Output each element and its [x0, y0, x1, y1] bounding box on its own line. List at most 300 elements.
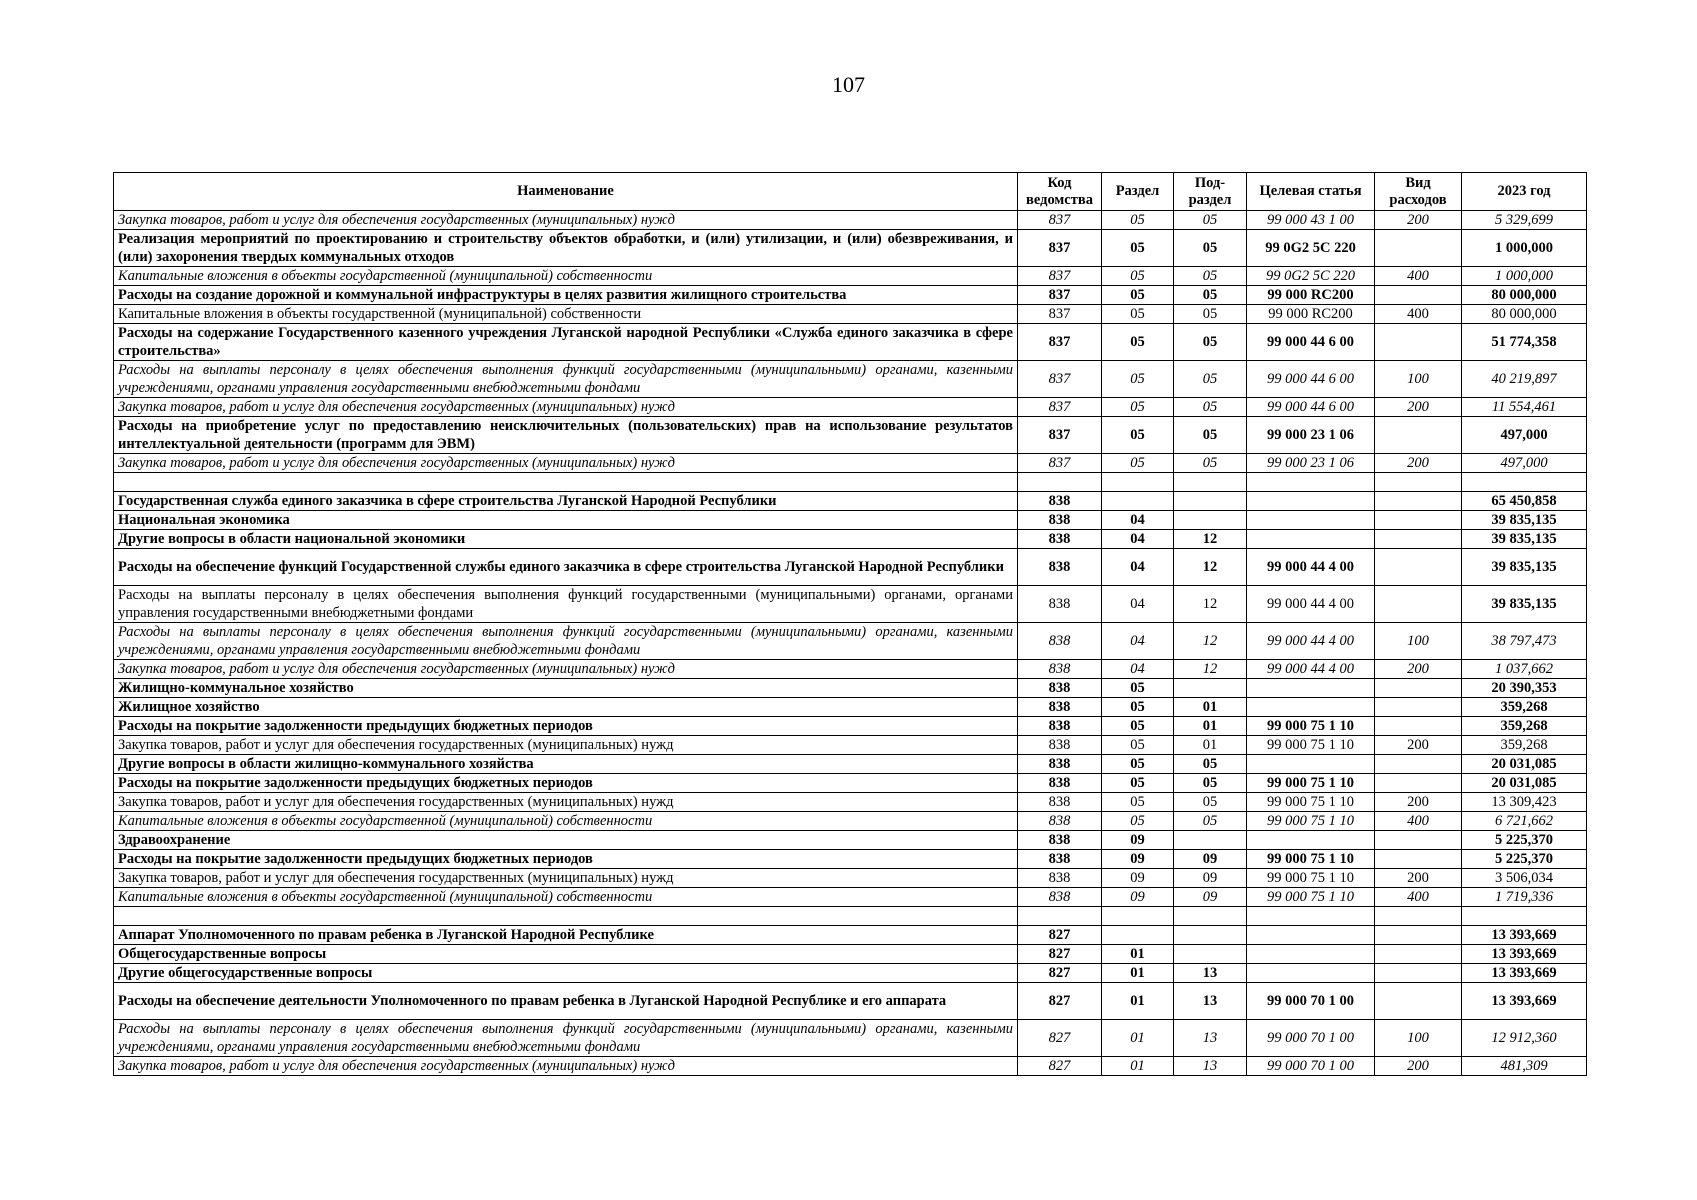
table-row: [114, 398, 1587, 417]
cell-vid: 200: [1375, 211, 1462, 230]
cell-amount: 20 031,085: [1462, 755, 1587, 774]
cell-vid: [1375, 511, 1462, 530]
table-row: [114, 586, 1587, 623]
cell-razdel: 09: [1102, 888, 1174, 907]
cell-name: Капитальные вложения в объекты государственной (муниципальной) собственности: [114, 812, 1018, 831]
cell-ved: 837: [1018, 267, 1102, 286]
cell-podrazdel: 01: [1174, 736, 1247, 755]
table-row: [114, 831, 1587, 850]
cell-name: Закупка товаров, работ и услуг для обеспечения государственных (муниципальных) нужд: [114, 660, 1018, 679]
cell-name: Другие общегосударственные вопросы: [114, 964, 1018, 983]
cell-statya: 99 000 23 1 06: [1247, 454, 1375, 473]
cell-podrazdel: 05: [1174, 793, 1247, 812]
cell-vid: [1375, 549, 1462, 586]
cell-statya: 99 000 44 4 00: [1247, 660, 1375, 679]
cell-statya: 99 000 70 1 00: [1247, 1057, 1375, 1076]
cell-vid: 200: [1375, 660, 1462, 679]
cell-statya: [1247, 926, 1375, 945]
cell-podrazdel: [1174, 473, 1247, 492]
col-header-razdel: Раздел: [1102, 173, 1174, 211]
cell-name: Национальная экономика: [114, 511, 1018, 530]
cell-vid: 100: [1375, 1020, 1462, 1057]
cell-vid: [1375, 945, 1462, 964]
table-row: [114, 983, 1587, 1020]
cell-statya: 99 000 70 1 00: [1247, 1020, 1375, 1057]
cell-amount: 80 000,000: [1462, 286, 1587, 305]
cell-vid: 200: [1375, 793, 1462, 812]
cell-ved: 838: [1018, 586, 1102, 623]
cell-amount: 481,309: [1462, 1057, 1587, 1076]
cell-name: Жилищное хозяйство: [114, 698, 1018, 717]
cell-amount: 39 835,135: [1462, 549, 1587, 586]
cell-statya: [1247, 907, 1375, 926]
cell-amount: 1 000,000: [1462, 267, 1587, 286]
cell-statya: 99 000 75 1 10: [1247, 888, 1375, 907]
table-row: [114, 793, 1587, 812]
cell-statya: 99 000 43 1 00: [1247, 211, 1375, 230]
cell-podrazdel: [1174, 679, 1247, 698]
cell-podrazdel: 05: [1174, 812, 1247, 831]
cell-amount: 359,268: [1462, 736, 1587, 755]
cell-razdel: [1102, 473, 1174, 492]
table-row: [114, 812, 1587, 831]
cell-podrazdel: 05: [1174, 267, 1247, 286]
cell-name: Реализация мероприятий по проектированию и строительству объектов обработки, и (или) утилизации, и (или) обезвреживания, и (или) захоронения твердых коммунальных отходов: [114, 230, 1018, 267]
budget-table: [113, 172, 1587, 1076]
cell-vid: [1375, 530, 1462, 549]
cell-name: Расходы на обеспечение деятельности Уполномоченного по правам ребенка в Луганской Народной Республике и его аппарата: [114, 983, 1018, 1020]
table-header-row: [114, 173, 1587, 211]
cell-statya: [1247, 755, 1375, 774]
cell-vid: [1375, 324, 1462, 361]
cell-amount: 13 393,669: [1462, 926, 1587, 945]
cell-amount: 497,000: [1462, 417, 1587, 454]
cell-razdel: 04: [1102, 586, 1174, 623]
cell-vid: 200: [1375, 1057, 1462, 1076]
cell-statya: 99 000 23 1 06: [1247, 417, 1375, 454]
cell-podrazdel: 12: [1174, 623, 1247, 660]
table-row: [114, 755, 1587, 774]
cell-podrazdel: 05: [1174, 305, 1247, 324]
cell-vid: [1375, 679, 1462, 698]
cell-podrazdel: 05: [1174, 398, 1247, 417]
cell-razdel: 05: [1102, 286, 1174, 305]
cell-ved: 827: [1018, 1057, 1102, 1076]
cell-ved: 837: [1018, 305, 1102, 324]
cell-razdel: 01: [1102, 983, 1174, 1020]
cell-amount: 65 450,858: [1462, 492, 1587, 511]
cell-razdel: 05: [1102, 679, 1174, 698]
cell-vid: [1375, 492, 1462, 511]
cell-statya: 99 000 75 1 10: [1247, 869, 1375, 888]
cell-podrazdel: 13: [1174, 983, 1247, 1020]
cell-vid: [1375, 586, 1462, 623]
table-row: [114, 717, 1587, 736]
cell-razdel: 05: [1102, 398, 1174, 417]
cell-vid: [1375, 417, 1462, 454]
cell-vid: [1375, 698, 1462, 717]
cell-statya: 99 000 RC200: [1247, 286, 1375, 305]
cell-razdel: [1102, 907, 1174, 926]
cell-vid: [1375, 717, 1462, 736]
cell-name: Расходы на содержание Государственного казенного учреждения Луганской народной Республики «Служба единого заказчика в сфере строительства»: [114, 324, 1018, 361]
cell-razdel: 05: [1102, 417, 1174, 454]
cell-razdel: 04: [1102, 623, 1174, 660]
cell-ved: 827: [1018, 945, 1102, 964]
cell-statya: 99 000 44 6 00: [1247, 398, 1375, 417]
cell-ved: [1018, 473, 1102, 492]
cell-ved: 838: [1018, 717, 1102, 736]
cell-statya: 99 000 75 1 10: [1247, 793, 1375, 812]
cell-vid: [1375, 286, 1462, 305]
cell-razdel: 05: [1102, 755, 1174, 774]
cell-razdel: 05: [1102, 812, 1174, 831]
table-row: [114, 530, 1587, 549]
col-header-name: Наименование: [114, 173, 1018, 211]
cell-name: Расходы на выплаты персоналу в целях обеспечения выполнения функций государственными (муниципальными) органами, казенными учреждениями, органами управления государственными внебюджетными фондами: [114, 1020, 1018, 1057]
table-row: [114, 888, 1587, 907]
cell-razdel: 04: [1102, 549, 1174, 586]
cell-ved: 838: [1018, 549, 1102, 586]
table-row: [114, 1057, 1587, 1076]
cell-razdel: 01: [1102, 1057, 1174, 1076]
cell-podrazdel: 05: [1174, 324, 1247, 361]
table-row: [114, 698, 1587, 717]
table-row: [114, 774, 1587, 793]
cell-podrazdel: 01: [1174, 717, 1247, 736]
cell-podrazdel: 12: [1174, 586, 1247, 623]
table-row: [114, 907, 1587, 926]
cell-vid: [1375, 983, 1462, 1020]
table-row: [114, 850, 1587, 869]
cell-razdel: 05: [1102, 305, 1174, 324]
cell-vid: [1375, 964, 1462, 983]
col-header-podrazdel: Под-раздел: [1174, 173, 1247, 211]
cell-vid: 200: [1375, 736, 1462, 755]
cell-amount: 12 912,360: [1462, 1020, 1587, 1057]
col-header-ved: Код ведомства: [1018, 173, 1102, 211]
cell-ved: 837: [1018, 286, 1102, 305]
cell-amount: 40 219,897: [1462, 361, 1587, 398]
cell-ved: 838: [1018, 530, 1102, 549]
cell-podrazdel: [1174, 907, 1247, 926]
cell-podrazdel: [1174, 926, 1247, 945]
cell-podrazdel: 13: [1174, 1057, 1247, 1076]
cell-name: Закупка товаров, работ и услуг для обеспечения государственных (муниципальных) нужд: [114, 454, 1018, 473]
cell-podrazdel: 09: [1174, 888, 1247, 907]
cell-ved: 838: [1018, 888, 1102, 907]
cell-razdel: [1102, 926, 1174, 945]
cell-name: Закупка товаров, работ и услуг для обеспечения государственных (муниципальных) нужд: [114, 793, 1018, 812]
cell-statya: [1247, 964, 1375, 983]
table-row: [114, 286, 1587, 305]
cell-statya: [1247, 492, 1375, 511]
cell-razdel: [1102, 492, 1174, 511]
cell-vid: [1375, 850, 1462, 869]
table-row: [114, 945, 1587, 964]
cell-podrazdel: 05: [1174, 755, 1247, 774]
table-row: [114, 869, 1587, 888]
table-row: [114, 623, 1587, 660]
table-row: [114, 417, 1587, 454]
table-row: [114, 454, 1587, 473]
cell-razdel: 09: [1102, 869, 1174, 888]
cell-razdel: 04: [1102, 660, 1174, 679]
cell-amount: 80 000,000: [1462, 305, 1587, 324]
table-row: [114, 1020, 1587, 1057]
cell-name: Жилищно-коммунальное хозяйство: [114, 679, 1018, 698]
cell-razdel: 05: [1102, 230, 1174, 267]
cell-name: Расходы на обеспечение функций Государственной службы единого заказчика в сфере строительства Луганской Народной Республики: [114, 549, 1018, 586]
cell-razdel: 01: [1102, 945, 1174, 964]
cell-podrazdel: [1174, 945, 1247, 964]
cell-vid: [1375, 907, 1462, 926]
cell-name: [114, 907, 1018, 926]
cell-ved: 838: [1018, 755, 1102, 774]
page-number: 107: [832, 72, 865, 97]
cell-statya: 99 0G2 5C 220: [1247, 230, 1375, 267]
cell-amount: 39 835,135: [1462, 586, 1587, 623]
cell-razdel: 05: [1102, 774, 1174, 793]
table-row: [114, 211, 1587, 230]
cell-name: Общегосударственные вопросы: [114, 945, 1018, 964]
cell-podrazdel: 05: [1174, 286, 1247, 305]
table-row: [114, 660, 1587, 679]
cell-amount: [1462, 907, 1587, 926]
cell-amount: 39 835,135: [1462, 530, 1587, 549]
cell-statya: 99 000 RC200: [1247, 305, 1375, 324]
table-row: [114, 230, 1587, 267]
cell-vid: 100: [1375, 361, 1462, 398]
cell-vid: [1375, 230, 1462, 267]
cell-statya: [1247, 945, 1375, 964]
cell-razdel: 05: [1102, 793, 1174, 812]
cell-vid: 400: [1375, 305, 1462, 324]
cell-podrazdel: 05: [1174, 774, 1247, 793]
cell-statya: 99 000 70 1 00: [1247, 983, 1375, 1020]
col-header-amount: 2023 год: [1462, 173, 1587, 211]
cell-ved: 838: [1018, 698, 1102, 717]
table-row: [114, 679, 1587, 698]
cell-name: Закупка товаров, работ и услуг для обеспечения государственных (муниципальных) нужд: [114, 736, 1018, 755]
cell-name: Капитальные вложения в объекты государственной (муниципальной) собственности: [114, 888, 1018, 907]
cell-podrazdel: [1174, 831, 1247, 850]
cell-vid: 100: [1375, 623, 1462, 660]
cell-amount: 359,268: [1462, 698, 1587, 717]
cell-statya: [1247, 473, 1375, 492]
cell-ved: 827: [1018, 926, 1102, 945]
cell-statya: 99 000 75 1 10: [1247, 717, 1375, 736]
table-row: [114, 324, 1587, 361]
cell-name: Расходы на покрытие задолженности предыдущих бюджетных периодов: [114, 717, 1018, 736]
cell-statya: [1247, 679, 1375, 698]
cell-amount: 5 225,370: [1462, 850, 1587, 869]
cell-statya: 99 000 44 6 00: [1247, 324, 1375, 361]
cell-name: Расходы на приобретение услуг по предоставлению неисключительных (пользовательских) прав на использование результатов интеллектуальной деятельности (программ для ЭВМ): [114, 417, 1018, 454]
cell-amount: 51 774,358: [1462, 324, 1587, 361]
cell-razdel: 05: [1102, 267, 1174, 286]
table-row: [114, 964, 1587, 983]
cell-ved: 838: [1018, 660, 1102, 679]
cell-amount: 1 719,336: [1462, 888, 1587, 907]
cell-vid: 400: [1375, 267, 1462, 286]
cell-name: Капитальные вложения в объекты государственной (муниципальной) собственности: [114, 267, 1018, 286]
cell-ved: 837: [1018, 324, 1102, 361]
cell-podrazdel: 01: [1174, 698, 1247, 717]
table-row: [114, 305, 1587, 324]
cell-name: Закупка товаров, работ и услуг для обеспечения государственных (муниципальных) нужд: [114, 211, 1018, 230]
cell-name: Расходы на выплаты персоналу в целях обеспечения выполнения функций государственными (муниципальными) органами, органами управления государственными внебюджетными фондами: [114, 586, 1018, 623]
cell-amount: 13 393,669: [1462, 964, 1587, 983]
cell-vid: 400: [1375, 888, 1462, 907]
cell-razdel: 05: [1102, 211, 1174, 230]
cell-name: Расходы на выплаты персоналу в целях обеспечения выполнения функций государственными (муниципальными) органами, казенными учреждениями, органами управления государственными внебюджетными фондами: [114, 361, 1018, 398]
cell-statya: 99 000 75 1 10: [1247, 812, 1375, 831]
cell-ved: 838: [1018, 623, 1102, 660]
cell-podrazdel: [1174, 511, 1247, 530]
cell-amount: 497,000: [1462, 454, 1587, 473]
cell-name: Аппарат Уполномоченного по правам ребенка в Луганской Народной Республике: [114, 926, 1018, 945]
cell-ved: 837: [1018, 454, 1102, 473]
cell-name: Закупка товаров, работ и услуг для обеспечения государственных (муниципальных) нужд: [114, 398, 1018, 417]
cell-amount: 6 721,662: [1462, 812, 1587, 831]
cell-amount: 13 393,669: [1462, 945, 1587, 964]
cell-amount: 1 000,000: [1462, 230, 1587, 267]
cell-statya: [1247, 831, 1375, 850]
cell-name: Расходы на создание дорожной и коммунальной инфраструктуры в целях развития жилищного строительства: [114, 286, 1018, 305]
cell-ved: 838: [1018, 831, 1102, 850]
cell-ved: 838: [1018, 850, 1102, 869]
cell-vid: [1375, 831, 1462, 850]
cell-amount: 1 037,662: [1462, 660, 1587, 679]
cell-name: Расходы на покрытие задолженности предыдущих бюджетных периодов: [114, 850, 1018, 869]
cell-statya: 99 000 75 1 10: [1247, 736, 1375, 755]
table-row: [114, 736, 1587, 755]
cell-statya: 99 000 44 4 00: [1247, 586, 1375, 623]
cell-podrazdel: 09: [1174, 869, 1247, 888]
cell-razdel: 01: [1102, 964, 1174, 983]
cell-vid: 400: [1375, 812, 1462, 831]
cell-amount: 5 225,370: [1462, 831, 1587, 850]
cell-ved: 827: [1018, 983, 1102, 1020]
cell-name: Капитальные вложения в объекты государственной (муниципальной) собственности: [114, 305, 1018, 324]
cell-statya: 99 000 44 4 00: [1247, 549, 1375, 586]
cell-name: Другие вопросы в области жилищно-коммунального хозяйства: [114, 755, 1018, 774]
table-row: [114, 473, 1587, 492]
cell-ved: 837: [1018, 211, 1102, 230]
cell-razdel: 05: [1102, 717, 1174, 736]
cell-podrazdel: [1174, 492, 1247, 511]
cell-name: Расходы на выплаты персоналу в целях обеспечения выполнения функций государственными (муниципальными) органами, казенными учреждениями, органами управления государственными внебюджетными фондами: [114, 623, 1018, 660]
cell-ved: 838: [1018, 812, 1102, 831]
cell-podrazdel: 05: [1174, 211, 1247, 230]
cell-podrazdel: 13: [1174, 1020, 1247, 1057]
cell-podrazdel: 05: [1174, 417, 1247, 454]
cell-vid: [1375, 755, 1462, 774]
cell-ved: 837: [1018, 398, 1102, 417]
table-body: [114, 211, 1587, 1076]
cell-statya: 99 000 44 6 00: [1247, 361, 1375, 398]
cell-razdel: 04: [1102, 511, 1174, 530]
cell-podrazdel: 09: [1174, 850, 1247, 869]
cell-podrazdel: 13: [1174, 964, 1247, 983]
cell-podrazdel: 05: [1174, 454, 1247, 473]
col-header-statya: Целевая статья: [1247, 173, 1375, 211]
table-row: [114, 492, 1587, 511]
cell-ved: 837: [1018, 361, 1102, 398]
cell-ved: 838: [1018, 736, 1102, 755]
cell-ved: [1018, 907, 1102, 926]
cell-statya: [1247, 698, 1375, 717]
cell-razdel: 09: [1102, 831, 1174, 850]
cell-ved: 838: [1018, 774, 1102, 793]
cell-razdel: 09: [1102, 850, 1174, 869]
cell-podrazdel: 12: [1174, 549, 1247, 586]
cell-podrazdel: 12: [1174, 660, 1247, 679]
cell-ved: 838: [1018, 869, 1102, 888]
cell-vid: [1375, 774, 1462, 793]
cell-razdel: 05: [1102, 736, 1174, 755]
cell-ved: 838: [1018, 679, 1102, 698]
cell-statya: 99 000 44 4 00: [1247, 623, 1375, 660]
cell-vid: [1375, 473, 1462, 492]
cell-razdel: 05: [1102, 454, 1174, 473]
cell-ved: 838: [1018, 492, 1102, 511]
cell-ved: 837: [1018, 417, 1102, 454]
cell-vid: 200: [1375, 869, 1462, 888]
table-row: [114, 926, 1587, 945]
cell-podrazdel: 05: [1174, 361, 1247, 398]
cell-razdel: 01: [1102, 1020, 1174, 1057]
cell-vid: [1375, 926, 1462, 945]
cell-name: Расходы на покрытие задолженности предыдущих бюджетных периодов: [114, 774, 1018, 793]
cell-podrazdel: 05: [1174, 230, 1247, 267]
cell-amount: 3 506,034: [1462, 869, 1587, 888]
cell-ved: 838: [1018, 511, 1102, 530]
cell-ved: 827: [1018, 1020, 1102, 1057]
cell-name: Закупка товаров, работ и услуг для обеспечения государственных (муниципальных) нужд: [114, 1057, 1018, 1076]
cell-statya: [1247, 511, 1375, 530]
cell-statya: 99 0G2 5C 220: [1247, 267, 1375, 286]
cell-vid: 200: [1375, 398, 1462, 417]
cell-razdel: 05: [1102, 324, 1174, 361]
cell-podrazdel: 12: [1174, 530, 1247, 549]
cell-razdel: 05: [1102, 361, 1174, 398]
cell-ved: 838: [1018, 793, 1102, 812]
cell-name: Государственная служба единого заказчика в сфере строительства Луганской Народной Республики: [114, 492, 1018, 511]
cell-name: [114, 473, 1018, 492]
cell-amount: 5 329,699: [1462, 211, 1587, 230]
cell-amount: 38 797,473: [1462, 623, 1587, 660]
table-row: [114, 361, 1587, 398]
cell-amount: [1462, 473, 1587, 492]
table-row: [114, 549, 1587, 586]
cell-amount: 20 031,085: [1462, 774, 1587, 793]
cell-statya: [1247, 530, 1375, 549]
cell-amount: 11 554,461: [1462, 398, 1587, 417]
cell-ved: 837: [1018, 230, 1102, 267]
cell-amount: 359,268: [1462, 717, 1587, 736]
cell-name: Другие вопросы в области национальной экономики: [114, 530, 1018, 549]
cell-amount: 13 393,669: [1462, 983, 1587, 1020]
cell-name: Здравоохранение: [114, 831, 1018, 850]
table-row: [114, 511, 1587, 530]
cell-razdel: 04: [1102, 530, 1174, 549]
table-row: [114, 267, 1587, 286]
cell-amount: 13 309,423: [1462, 793, 1587, 812]
cell-statya: 99 000 75 1 10: [1247, 774, 1375, 793]
cell-ved: 827: [1018, 964, 1102, 983]
